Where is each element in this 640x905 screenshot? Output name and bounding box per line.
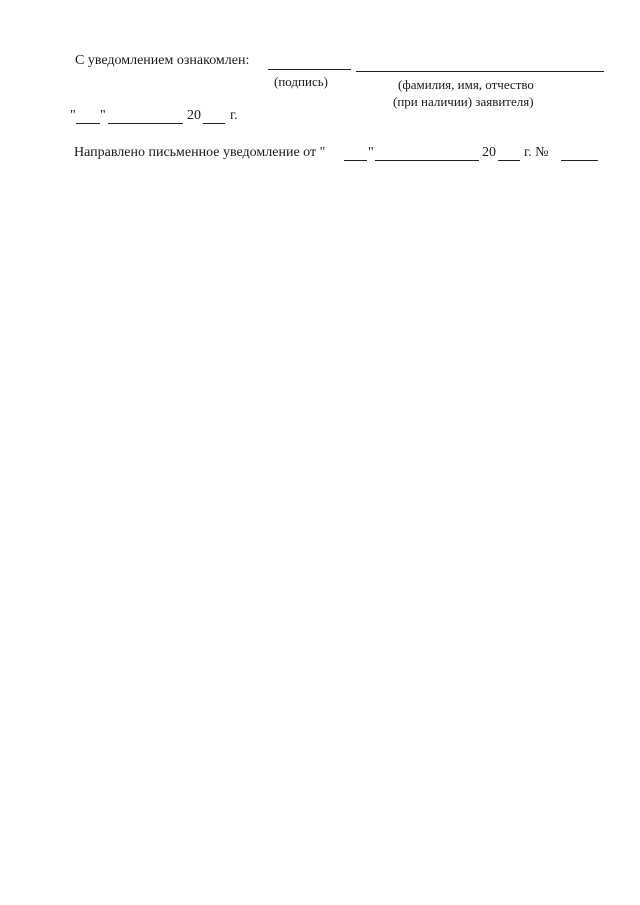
signature-caption: (подпись) <box>274 74 328 89</box>
name-caption-line1: (фамилия, имя, отчество <box>398 77 534 92</box>
date-close-quote: " <box>100 108 106 123</box>
date-open-quote: " <box>70 108 76 123</box>
month-blank-line <box>108 123 183 124</box>
sent-close-quote: " <box>368 145 374 160</box>
sent-number-blank-line <box>561 160 598 161</box>
date-year-suffix: г. <box>230 108 238 123</box>
full-name-blank-line <box>356 71 604 72</box>
date-year-prefix: 20 <box>187 108 201 123</box>
sent-year-suffix: г. № <box>524 145 549 160</box>
sent-day-blank-line <box>344 160 367 161</box>
name-caption-line2: (при наличии) заявителя) <box>393 94 534 109</box>
sent-month-blank-line <box>375 160 479 161</box>
acknowledgement-label: С уведомлением ознакомлен: <box>75 53 250 68</box>
sent-notice-label: Направлено письменное уведомление от " <box>74 145 326 160</box>
sent-year-prefix: 20 <box>482 145 496 160</box>
day-blank-line <box>76 123 100 124</box>
signature-blank-line <box>268 69 351 70</box>
sent-year-blank-line <box>498 160 520 161</box>
year-blank-line <box>203 123 225 124</box>
